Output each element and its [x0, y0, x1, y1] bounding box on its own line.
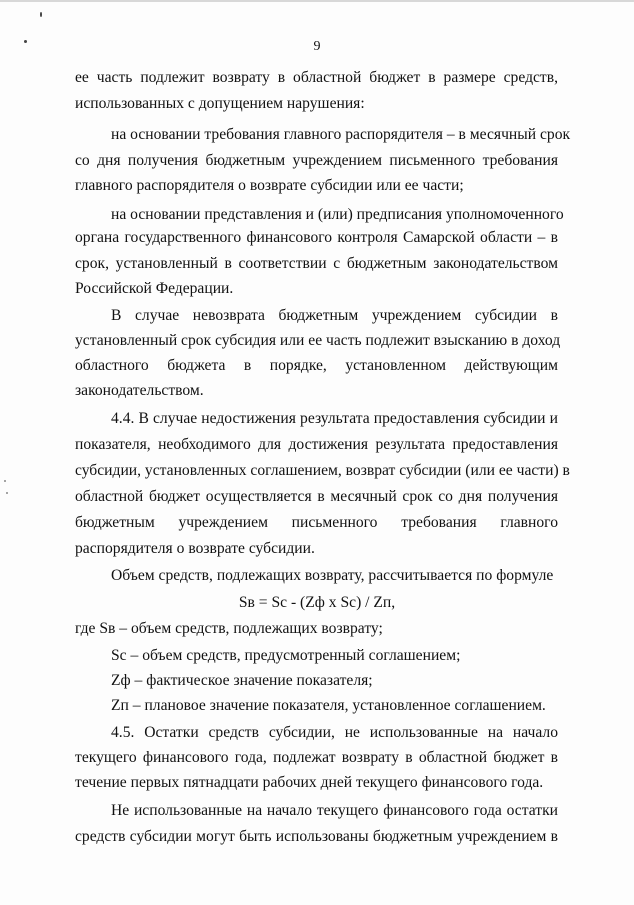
text-line: на основании требования главного распорядителя – в месячный срок — [111, 126, 571, 143]
text-line: Российской Федерации. — [75, 280, 234, 297]
text-line: течение первых пятнадцати рабочих дней текущего финансового года. — [75, 774, 544, 791]
text-line: со дня получения бюджетным учреждением письменного требования — [75, 152, 558, 169]
text-line: показателя, необходимого для достижения результата предоставления — [75, 436, 558, 453]
formula: Sв = Sс - (Zф x Sс) / Zп, — [238, 594, 396, 611]
text-line: 4.4. В случае недостижения результата предоставления субсидии и — [111, 410, 558, 427]
text-line: средств субсидии могут быть использованы бюджетным учреждением в — [75, 828, 558, 845]
text-line: Zф – фактическое значение показателя; — [111, 672, 373, 689]
text-line: субсидии, установленных соглашением, возврат субсидии (или ее части) в — [75, 462, 570, 479]
text-line: Sс – объем средств, предусмотренный соглашением; — [111, 647, 461, 664]
text-line: В случае невозврата бюджетным учреждением субсидии в — [111, 307, 558, 324]
scan-top-edge — [0, 0, 634, 2]
text-line: Не использованные на начало текущего финансового года остатки — [111, 802, 558, 819]
text-line: на основании представления и (или) предписания уполномоченного — [111, 206, 564, 223]
text-line: распорядителя о возврате субсидии. — [75, 540, 315, 557]
text-line: бюджетным учреждением письменного требования главного — [75, 514, 558, 531]
text-line: областной бюджет осуществляется в месячный срок со дня получения — [75, 488, 558, 505]
page-number: 9 — [313, 39, 321, 54]
scan-speck — [40, 12, 42, 17]
text-line: законодательством. — [75, 382, 204, 399]
text-line: использованных с допущением нарушения: — [75, 95, 365, 112]
scan-speck — [4, 480, 6, 482]
text-line: срок, установленный в соответствии с бюджетным законодательством — [75, 255, 558, 272]
text-line: ее часть подлежит возврату в областной бюджет в размере средств, — [75, 69, 558, 86]
text-line: областного бюджета в порядке, установленном действующим — [75, 357, 558, 374]
text-line: органа государственного финансового контроля Самарской области – в — [75, 229, 558, 246]
text-line: Zп – плановое значение показателя, установленное соглашением. — [111, 697, 546, 714]
text-line: текущего финансового года, подлежат возврату в областной бюджет в — [75, 749, 558, 766]
text-line: установленный срок субсидия или ее часть подлежит взысканию в доход — [75, 332, 561, 349]
scan-speck — [6, 492, 8, 494]
text-line: главного распорядителя о возврате субсидии или ее части; — [75, 177, 464, 194]
text-line: где Sв – объем средств, подлежащих возврату; — [75, 620, 383, 637]
text-line: 4.5. Остатки средств субсидии, не использованные на начало — [111, 724, 558, 741]
text-line: Объем средств, подлежащих возврату, рассчитывается по формуле — [111, 567, 554, 584]
